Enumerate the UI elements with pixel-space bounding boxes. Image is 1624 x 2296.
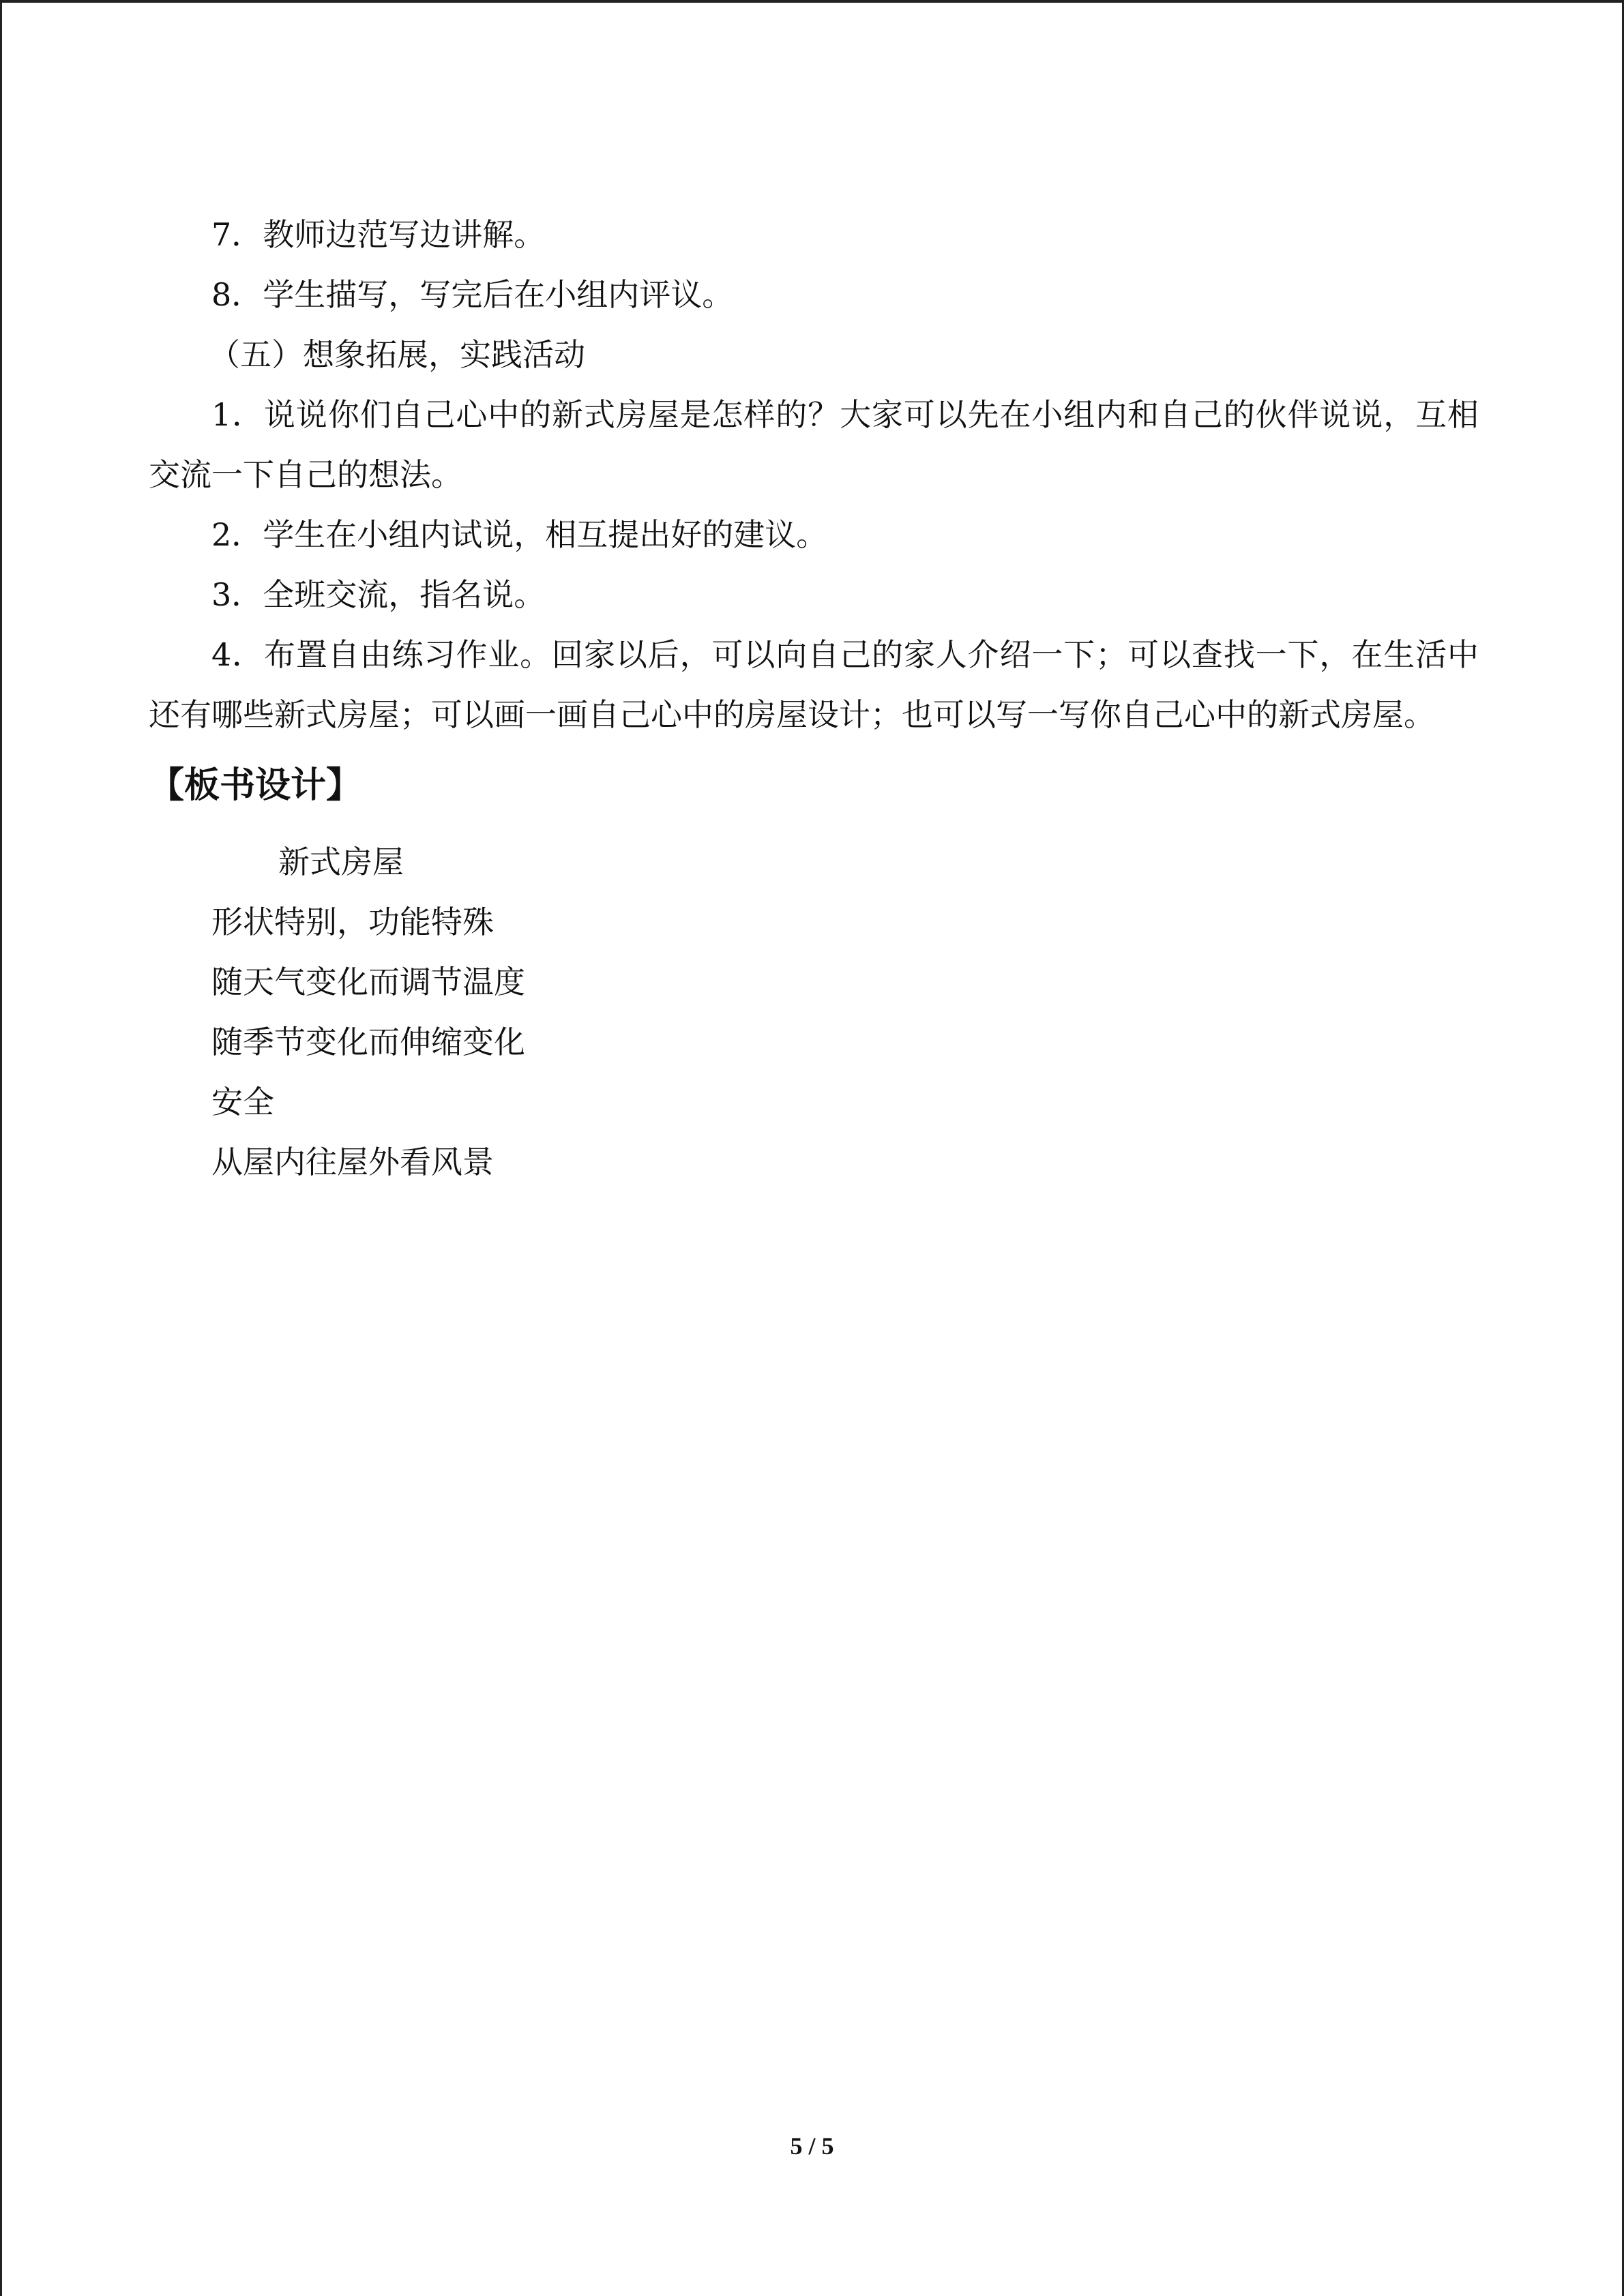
board-line: 从屋内往屋外看风景 [211,1144,494,1180]
board-design-block [149,832,1479,1192]
paragraph-activity-2: 2．学生在小组内试说，相互提出好的建议。 [211,516,828,553]
section-heading-board-design: 【板书设计】 [149,765,362,806]
paragraph-activity-4: 4．布置自由练习作业。回家以后，可以向自己的家人介绍一下；可以查找一下，在生活中还有哪些新式房屋；可以画一画自己心中的房屋设计；也可以写一写你自己心中的新式房屋。 [149,636,1479,733]
paragraph-activity-3: 3．全班交流，指名说。 [211,576,546,613]
paragraph-step-8: 8．学生描写，写完后在小组内评议。 [211,276,734,313]
board-line: 安全 [211,1084,274,1120]
document-body [149,205,1479,1192]
board-title: 新式房屋 [278,844,404,880]
page-number: 5 / 5 [790,2132,834,2160]
board-line: 形状特别，功能特殊 [211,904,494,940]
paragraph-step-7: 7．教师边范写边讲解。 [211,216,546,253]
subsection-heading-five: （五）想象拓展，实践活动 [209,336,585,373]
board-line: 随季节变化而伸缩变化 [211,1024,525,1060]
paragraph-activity-1: 1．说说你们自己心中的新式房屋是怎样的？大家可以先在小组内和自己的伙伴说说，互相交流一下自己的想法。 [149,396,1479,493]
board-line: 随天气变化而调节温度 [211,964,525,1000]
